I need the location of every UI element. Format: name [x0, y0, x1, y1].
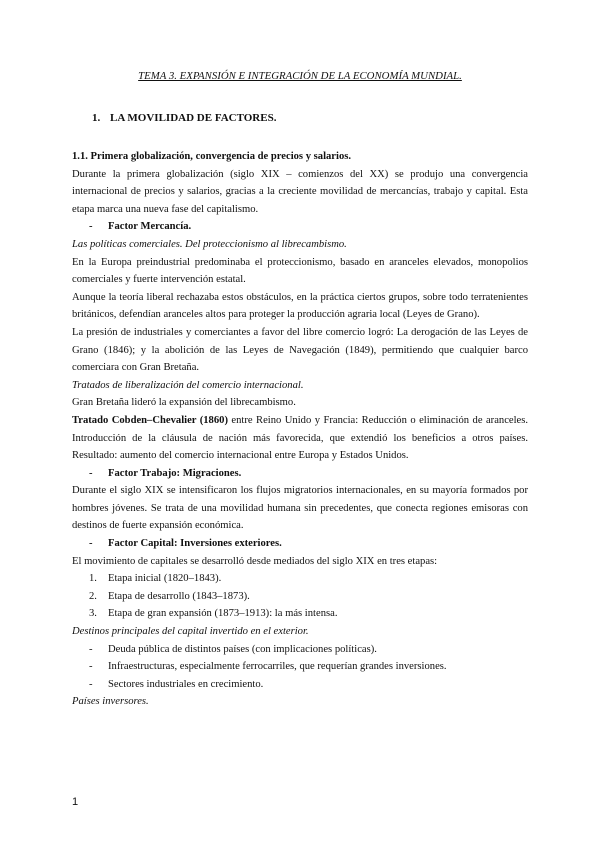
- paragraph-intro: Durante la primera globalización (siglo XIX – comienzos del XX) se produjo una convergencia internacional de precios y salarios, gracias a la creciente movilidad de mercancías, trabajo y capital. Esta etapa marca una nueva fase del capitalismo.: [72, 168, 528, 215]
- list-number: 3.: [89, 608, 97, 620]
- bullet-factor-mercancia: [72, 218, 528, 236]
- list-item-etapa: [72, 570, 528, 588]
- list-text: Deuda pública de distintos países (con implicaciones políticas).: [108, 643, 377, 655]
- paragraph-capital: El movimiento de capitales se desarrolló desde mediados del siglo XIX en tres etapas:: [72, 555, 438, 567]
- bullet-label: Factor Trabajo: Migraciones.: [108, 467, 242, 479]
- paragraph-gb: Gran Bretaña lideró la expansión del librecambismo.: [72, 397, 296, 409]
- list-number: 2.: [89, 590, 97, 602]
- bullet-marker: -: [89, 221, 93, 233]
- section-number: 1.: [92, 112, 101, 124]
- section-title: LA MOVILIDAD DE FACTORES.: [110, 112, 277, 124]
- list-text: Infraestructuras, especialmente ferrocarriles, que requerían grandes inversiones.: [108, 661, 447, 673]
- italic-heading-paises: Países inversores.: [72, 696, 149, 708]
- paragraph-merc-1: En la Europa preindustrial predominaba el proteccionismo, basado en aranceles elevados, monopolios comerciales y fuerte intervención estatal.: [72, 256, 528, 286]
- list-item-etapa: [72, 588, 528, 606]
- bullet-factor-trabajo: [72, 465, 528, 483]
- paragraph-merc-3: La presión de industriales y comerciantes a favor del libre comercio logró: La derogación de las Leyes de Grano (1846); y la abolición de las Leyes de Navegación (1849), permitiendo que cualquier barco comerciara con Gran Bretaña.: [72, 326, 528, 374]
- paragraph-merc-2: Aunque la teoría liberal rechazaba estos obstáculos, en la práctica ciertos grupos, sobre todo terratenientes británicos, defendían aranceles altos para proteger la producción agraria local (Leyes de Grano).: [72, 291, 528, 321]
- bullet-marker: -: [89, 678, 93, 690]
- list-text: Sectores industriales en crecimiento.: [108, 678, 264, 690]
- subsection-heading: 1.1. Primera globalización, convergencia de precios y salarios.: [72, 151, 352, 162]
- bullet-marker: -: [89, 643, 93, 655]
- bullet-marker: -: [89, 661, 93, 673]
- list-item-destino: [72, 658, 528, 676]
- list-item-destino: [72, 676, 528, 694]
- list-item-destino: [72, 641, 528, 659]
- treaty-description: entre Reino Unido y Francia: Reducción o eliminación de aranceles. Introducción de la cláusula de nación más favorecida, que extendió los beneficios a otros países. Resultado: aumento del comercio internacional entre Europa y Estados Unidos.: [72, 414, 529, 462]
- section-heading: [92, 110, 276, 128]
- bullet-label: Factor Capital: Inversiones exteriores.: [108, 538, 282, 550]
- bullet-factor-capital: [72, 535, 528, 553]
- treaty-name: Tratado Cobden–Chevalier (1860): [72, 414, 228, 426]
- bullet-marker: -: [89, 467, 93, 479]
- list-text: Etapa inicial (1820–1843).: [108, 573, 222, 585]
- list-text: Etapa de gran expansión (1873–1913): la más intensa.: [108, 608, 338, 620]
- document-title: TEMA 3. EXPANSIÓN E INTEGRACIÓN DE LA ECONOMÍA MUNDIAL.: [138, 70, 462, 82]
- italic-heading-destinos: Destinos principales del capital invertido en el exterior.: [72, 626, 309, 638]
- paragraph-trabajo: Durante el siglo XIX se intensificaron los flujos migratorios internacionales, en su mayoría formados por hombres jóvenes. Se trata de una movilidad humana sin precedentes, que conecta regiones emisoras con destinos de fuerte expansión económica.: [72, 485, 528, 532]
- italic-heading-politicas: Las políticas comerciales. Del proteccionismo al librecambismo.: [72, 238, 347, 250]
- paragraph-treaty: [72, 412, 528, 465]
- list-number: 1.: [89, 573, 97, 585]
- page-number: 1: [72, 796, 79, 808]
- bullet-label: Factor Mercancía.: [108, 221, 192, 233]
- list-text: Etapa de desarrollo (1843–1873).: [108, 590, 250, 602]
- document-body: [72, 148, 528, 711]
- bullet-marker: -: [89, 538, 93, 550]
- italic-heading-tratados: Tratados de liberalización del comercio internacional.: [72, 379, 304, 391]
- list-item-etapa: [72, 605, 528, 623]
